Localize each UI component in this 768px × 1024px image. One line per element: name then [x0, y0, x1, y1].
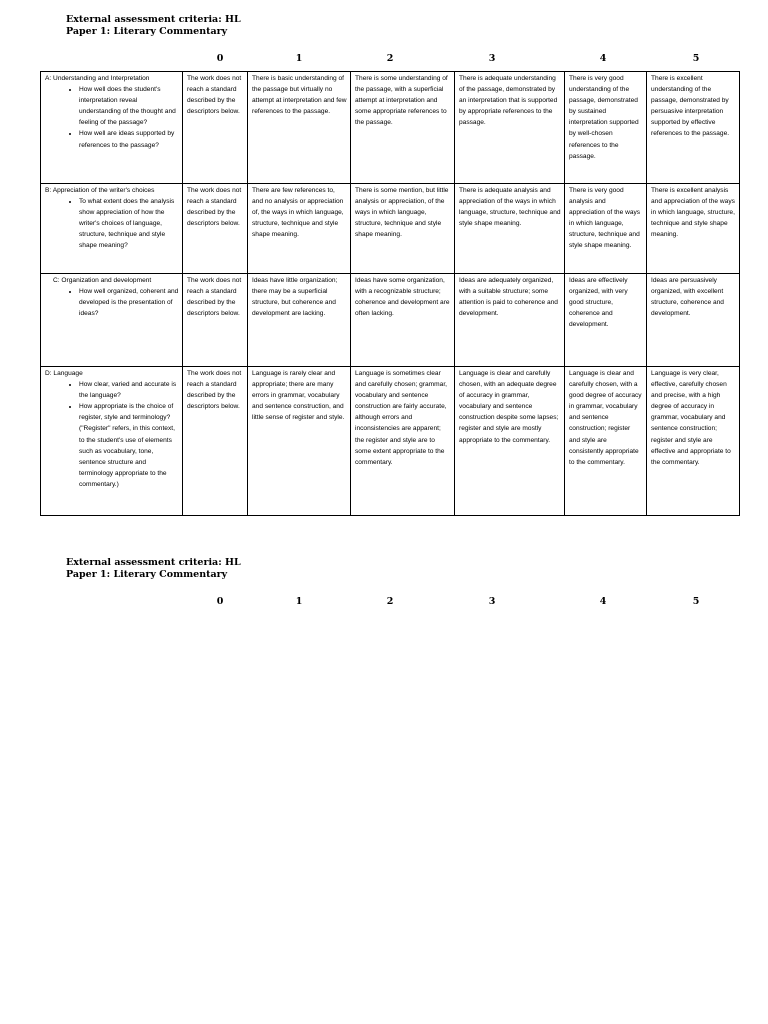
criterion-cell — [41, 367, 183, 516]
criterion-questions — [45, 84, 179, 151]
descriptor-cell: There is basic understanding of the passage but virtually no attempt at interpretation and few references to the passage. — [248, 72, 351, 184]
criterion-row-d — [41, 367, 740, 516]
descriptor-cell: There is some understanding of the passage, with a superficial attempt at interpretation and some appropriate references to the passage. — [351, 72, 455, 184]
criterion-title: C: Organization and development — [53, 277, 152, 284]
descriptor-cell: There is some mention, but little analysis or appreciation, of the ways in which language, structure, technique and style shape meaning. — [351, 184, 455, 274]
criterion-cell — [41, 184, 183, 274]
descriptor-cell: Language is rarely clear and appropriate; there are many errors in grammar, vocabulary and sentence construction, and little sense of register and style. — [248, 367, 351, 516]
descriptor-cell: There is very good analysis and appreciation of the ways in which language, structure, technique and style shape meaning. — [565, 184, 647, 274]
descriptor-cell: There are few references to, and no analysis or appreciation of, the ways in which language, structure, technique and style shape meaning. — [248, 184, 351, 274]
criterion-title: A: Understanding and Interpretation — [45, 75, 150, 82]
descriptor-cell: The work does not reach a standard described by the descriptors below. — [183, 274, 248, 367]
score-label-3: 3 — [488, 53, 496, 64]
criterion-row-b — [41, 184, 740, 274]
descriptor-cell: Ideas have some organization, with a recognizable structure; coherence and development are often lacking. — [351, 274, 455, 367]
descriptor-cell: Ideas are adequately organized, with a suitable structure; some attention is paid to coherence and development. — [455, 274, 565, 367]
score-header-row-repeat — [40, 596, 739, 608]
descriptor-cell: The work does not reach a standard described by the descriptors below. — [183, 72, 248, 184]
score-label-5: 5 — [692, 596, 700, 607]
criterion-title: B: Appreciation of the writer's choices — [45, 187, 155, 194]
descriptor-cell: Language is clear and carefully chosen, with an adequate degree of accuracy in grammar, vocabulary and sentence construction despite some lapses; register and style are mostly appropriate to the commentary. — [455, 367, 565, 516]
score-label-3: 3 — [488, 596, 496, 607]
score-label-1: 1 — [295, 596, 303, 607]
criterion-row-c — [41, 274, 740, 367]
criterion-question: • How well organized, coherent and developed is the presentation of ideas? — [79, 286, 179, 319]
criterion-questions — [45, 286, 179, 319]
descriptor-cell: There is adequate understanding of the passage, demonstrated by an interpretation that is supported by appropriate references to the passage. — [455, 72, 565, 184]
descriptor-cell: The work does not reach a standard described by the descriptors below. — [183, 367, 248, 516]
assessment-rubric-table — [40, 71, 740, 516]
descriptor-cell: There is adequate analysis and appreciation of the ways in which language, structure, technique and style shape meaning. — [455, 184, 565, 274]
descriptor-cell: There is excellent understanding of the passage, demonstrated by persuasive interpretation supported by effective references to the passage. — [647, 72, 740, 184]
page-header — [66, 14, 241, 38]
descriptor-cell: There is excellent analysis and appreciation of the ways in which language, structure, technique and style shape meaning. — [647, 184, 740, 274]
header-subtitle-repeat: Paper 1: Literary Commentary — [66, 569, 228, 580]
descriptor-cell: Language is clear and carefully chosen, with a good degree of accuracy in grammar, vocabulary and sentence construction; register and style are consistently appropriate to the commentary. — [565, 367, 647, 516]
score-label-1: 1 — [295, 53, 303, 64]
descriptor-cell: Ideas are persuasively organized, with excellent structure, coherence and development. — [647, 274, 740, 367]
criterion-question: • To what extent does the analysis show appreciation of how the writer's choices of language, structure, technique and style shape meaning? — [79, 196, 179, 251]
header-subtitle: Paper 1: Literary Commentary — [66, 26, 228, 37]
score-header-row — [40, 53, 739, 65]
descriptor-cell: There is very good understanding of the passage, demonstrated by sustained interpretation supported by well-chosen references to the passage. — [565, 72, 647, 184]
score-label-0: 0 — [216, 53, 224, 64]
score-label-2: 2 — [386, 596, 394, 607]
score-label-4: 4 — [599, 53, 607, 64]
criterion-question: • How clear, varied and accurate is the language? — [79, 379, 179, 401]
criterion-row-a — [41, 72, 740, 184]
criterion-title: D: Language — [45, 370, 83, 377]
criterion-question: • How well are ideas supported by references to the passage? — [79, 128, 179, 150]
score-label-5: 5 — [692, 53, 700, 64]
score-label-4: 4 — [599, 596, 607, 607]
descriptor-cell: Ideas have little organization; there may be a superficial structure, but coherence and development are lacking. — [248, 274, 351, 367]
criterion-questions — [45, 196, 179, 251]
descriptor-cell: The work does not reach a standard described by the descriptors below. — [183, 184, 248, 274]
criterion-cell — [41, 72, 183, 184]
score-label-0: 0 — [216, 596, 224, 607]
descriptor-cell: Ideas are effectively organized, with very good structure, coherence and development. — [565, 274, 647, 367]
criterion-question: • How well does the student's interpretation reveal understanding of the thought and feeling of the passage? — [79, 84, 179, 128]
criterion-question: • How appropriate is the choice of register, style and terminology? ("Register" refers, in this context, to the student's use of elements such as vocabulary, tone, sentence structure and terminology appropriate to the commentary.) — [79, 401, 179, 490]
header-title-repeat: External assessment criteria: HL — [66, 557, 241, 568]
score-label-2: 2 — [386, 53, 394, 64]
criterion-cell — [41, 274, 183, 367]
page-header-repeat — [66, 557, 241, 581]
criterion-questions — [45, 379, 179, 490]
descriptor-cell: Language is very clear, effective, carefully chosen and precise, with a high degree of accuracy in grammar, vocabulary and sentence construction; register and style are effective and appropriate to the commentary. — [647, 367, 740, 516]
header-title: External assessment criteria: HL — [66, 14, 241, 25]
descriptor-cell: Language is sometimes clear and carefully chosen; grammar, vocabulary and sentence construction are fairly accurate, although errors and inconsistencies are apparent; the register and style are to some extent appropriate to the commentary. — [351, 367, 455, 516]
